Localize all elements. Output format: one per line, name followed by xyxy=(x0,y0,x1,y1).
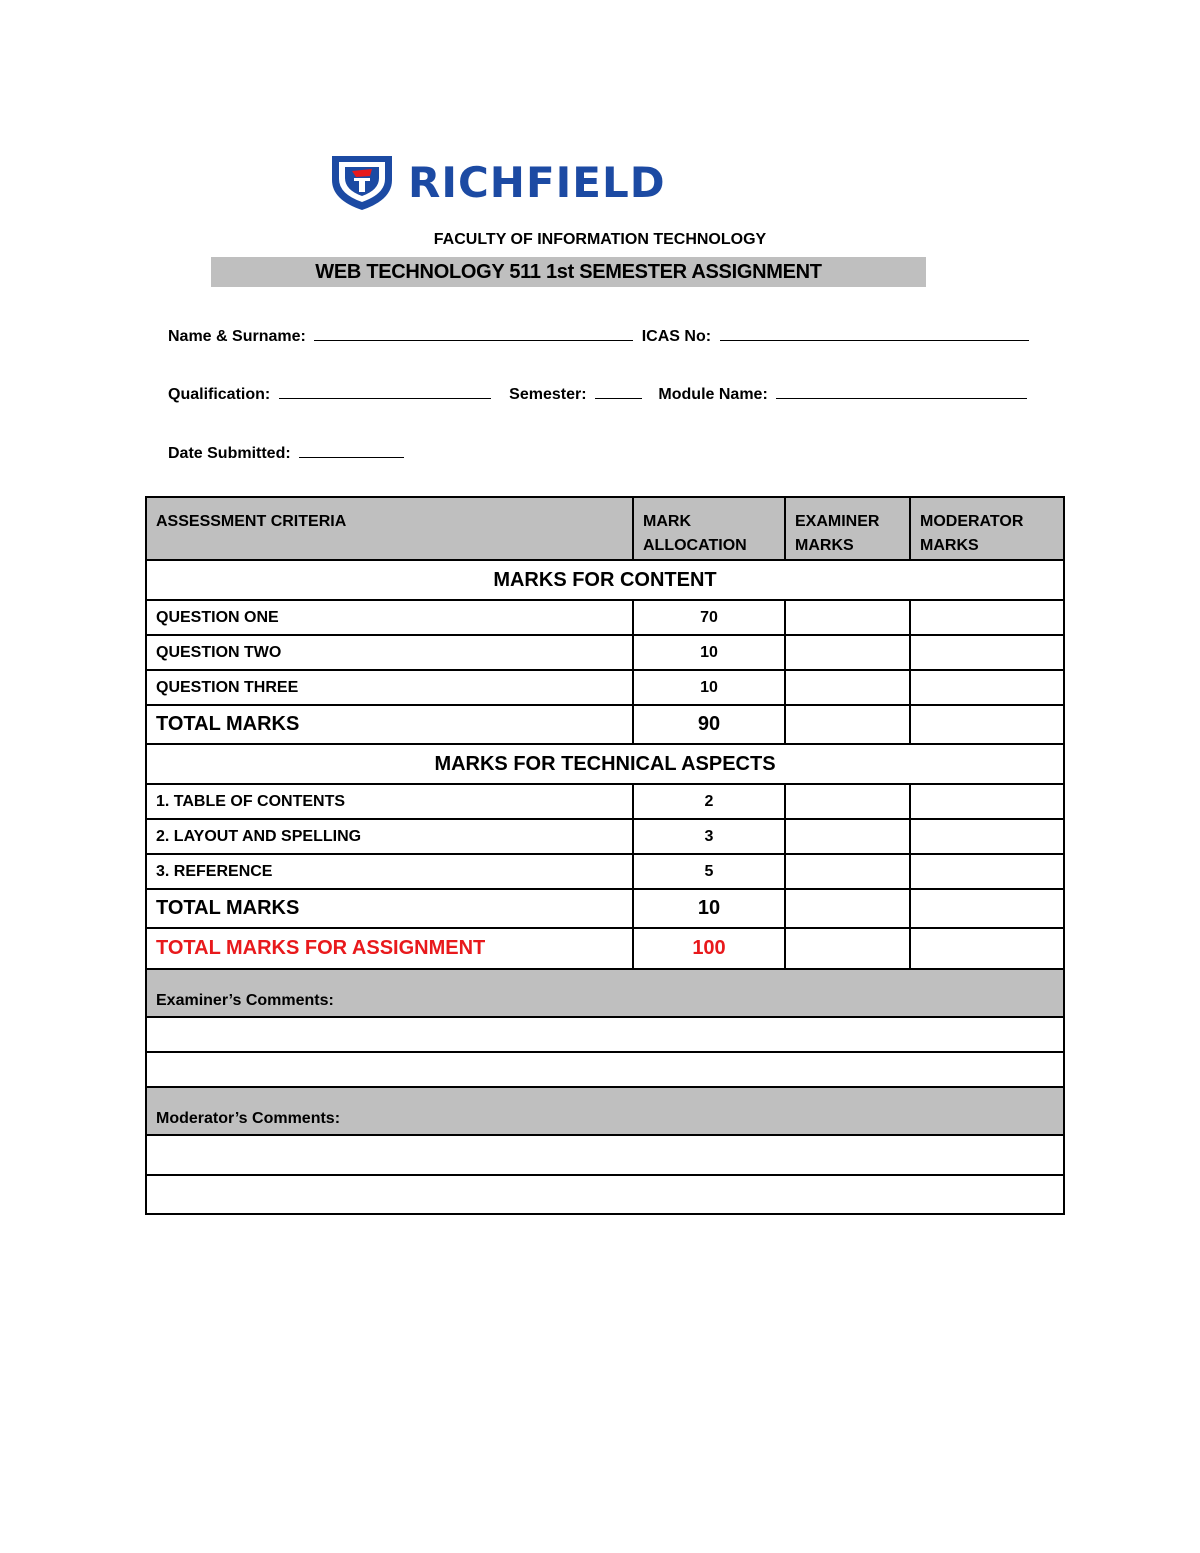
criteria-cell: QUESTION THREE xyxy=(146,670,633,705)
examiner-comments-label: Examiner’s Comments: xyxy=(146,969,1064,1017)
moderator-marks-cell[interactable] xyxy=(910,928,1064,969)
grand-total-marks: 100 xyxy=(633,928,785,969)
qualification-label: Qualification: xyxy=(168,386,271,403)
moderator-comment-field[interactable] xyxy=(146,1175,1064,1214)
examiner-comment-line xyxy=(146,1017,1064,1052)
richfield-shield-icon xyxy=(330,154,394,212)
examiner-marks-cell[interactable] xyxy=(785,819,910,854)
moderator-marks-cell[interactable] xyxy=(910,854,1064,889)
date-submitted-field[interactable] xyxy=(299,443,404,458)
examiner-marks-cell[interactable] xyxy=(785,705,910,744)
field-row-3 xyxy=(168,443,404,463)
table-row xyxy=(146,854,1064,889)
table-row xyxy=(146,784,1064,819)
table-row xyxy=(146,635,1064,670)
content-section-row xyxy=(146,560,1064,600)
assignment-title-banner: WEB TECHNOLOGY 511 1st SEMESTER ASSIGNMENT xyxy=(211,257,926,287)
examiner-marks-cell[interactable] xyxy=(785,670,910,705)
examiner-marks-cell[interactable] xyxy=(785,854,910,889)
moderator-marks-cell[interactable] xyxy=(910,819,1064,854)
content-total-row xyxy=(146,705,1064,744)
content-section-title: MARKS FOR CONTENT xyxy=(146,560,1064,600)
table-header-row xyxy=(146,497,1064,560)
examiner-marks-cell[interactable] xyxy=(785,889,910,928)
criteria-cell: QUESTION ONE xyxy=(146,600,633,635)
mark-allocation-cell: 70 xyxy=(633,600,785,635)
technical-section-title: MARKS FOR TECHNICAL ASPECTS xyxy=(146,744,1064,784)
criteria-cell: 2. LAYOUT AND SPELLING xyxy=(146,819,633,854)
logo-wordmark: RICHFIELD xyxy=(408,158,666,207)
mark-allocation-cell: 2 xyxy=(633,784,785,819)
examiner-marks-cell[interactable] xyxy=(785,600,910,635)
module-name-label: Module Name: xyxy=(658,386,768,403)
criteria-cell: 1. TABLE OF CONTENTS xyxy=(146,784,633,819)
technical-total-row xyxy=(146,889,1064,928)
field-row-1 xyxy=(168,326,1029,346)
grand-total-row xyxy=(146,928,1064,969)
mark-allocation-cell: 3 xyxy=(633,819,785,854)
column-header-criteria: ASSESSMENT CRITERIA xyxy=(146,497,633,560)
icas-no-label: ICAS No: xyxy=(641,328,712,345)
field-row-2 xyxy=(168,384,1027,404)
total-label-cell: TOTAL MARKS xyxy=(146,705,633,744)
examiner-comment-field[interactable] xyxy=(146,1052,1064,1087)
mark-allocation-cell: 10 xyxy=(633,670,785,705)
moderator-comments-label: Moderator’s Comments: xyxy=(146,1087,1064,1135)
assessment-table xyxy=(145,496,1065,1215)
moderator-marks-cell[interactable] xyxy=(910,635,1064,670)
total-marks-cell: 90 xyxy=(633,705,785,744)
examiner-comment-field[interactable] xyxy=(146,1017,1064,1052)
moderator-comment-line xyxy=(146,1135,1064,1175)
table-row xyxy=(146,819,1064,854)
moderator-marks-cell[interactable] xyxy=(910,784,1064,819)
criteria-cell: QUESTION TWO xyxy=(146,635,633,670)
table-row xyxy=(146,600,1064,635)
examiner-marks-cell[interactable] xyxy=(785,784,910,819)
examiner-comments-header-row xyxy=(146,969,1064,1017)
examiner-comment-line xyxy=(146,1052,1064,1087)
column-header-mark-allocation: MARK ALLOCATION xyxy=(633,497,785,560)
semester-field[interactable] xyxy=(595,384,642,399)
column-header-moderator-marks: MODERATOR MARKS xyxy=(910,497,1064,560)
grand-total-label: TOTAL MARKS FOR ASSIGNMENT xyxy=(146,928,633,969)
moderator-marks-cell[interactable] xyxy=(910,705,1064,744)
column-header-examiner-marks: EXAMINER MARKS xyxy=(785,497,910,560)
name-surname-field[interactable] xyxy=(314,326,633,341)
mark-allocation-cell: 5 xyxy=(633,854,785,889)
semester-label: Semester: xyxy=(509,386,587,403)
mark-allocation-cell: 10 xyxy=(633,635,785,670)
richfield-logo xyxy=(330,152,750,214)
module-name-field[interactable] xyxy=(776,384,1027,399)
total-marks-cell: 10 xyxy=(633,889,785,928)
faculty-title: FACULTY OF INFORMATION TECHNOLOGY xyxy=(433,231,767,248)
moderator-marks-cell[interactable] xyxy=(910,670,1064,705)
criteria-cell: 3. REFERENCE xyxy=(146,854,633,889)
qualification-field[interactable] xyxy=(279,384,491,399)
moderator-comment-line xyxy=(146,1175,1064,1214)
total-label-cell: TOTAL MARKS xyxy=(146,889,633,928)
examiner-marks-cell[interactable] xyxy=(785,635,910,670)
examiner-marks-cell[interactable] xyxy=(785,928,910,969)
table-row xyxy=(146,670,1064,705)
technical-section-row xyxy=(146,744,1064,784)
moderator-comment-field[interactable] xyxy=(146,1135,1064,1175)
moderator-marks-cell[interactable] xyxy=(910,889,1064,928)
name-surname-label: Name & Surname: xyxy=(168,328,306,345)
moderator-marks-cell[interactable] xyxy=(910,600,1064,635)
icas-no-field[interactable] xyxy=(720,326,1029,341)
moderator-comments-header-row xyxy=(146,1087,1064,1135)
date-submitted-label: Date Submitted: xyxy=(168,445,291,462)
